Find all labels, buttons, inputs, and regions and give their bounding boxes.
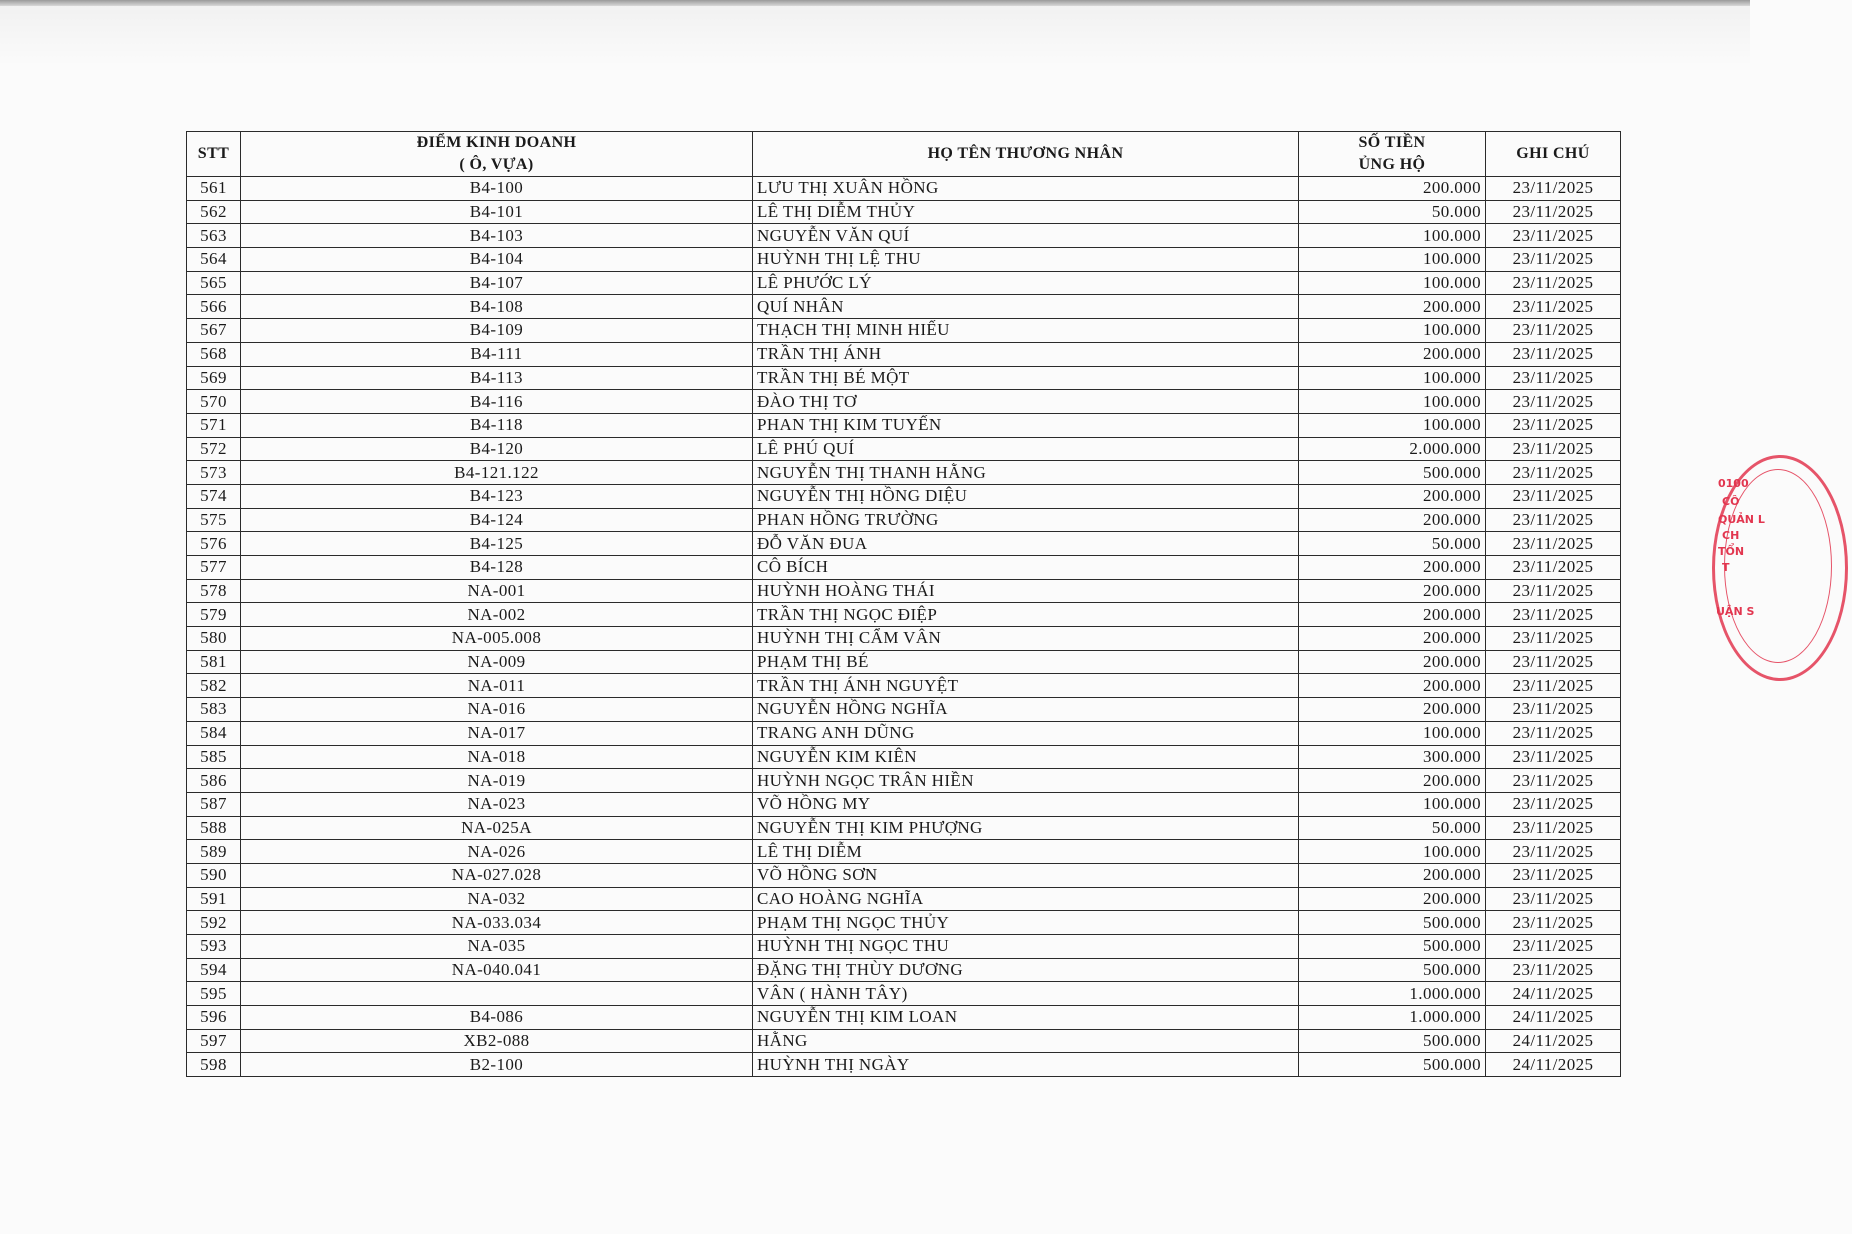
row-amount: 100.000 (1299, 840, 1486, 864)
row-shop-code: NA-019 (241, 769, 753, 793)
row-amount: 1.000.000 (1299, 982, 1486, 1006)
table-row (187, 627, 1621, 651)
header-amount-line1: SỐ TIỀN (1358, 134, 1426, 151)
row-amount: 300.000 (1299, 745, 1486, 769)
row-amount: 100.000 (1299, 319, 1486, 343)
row-shop-code: B4-107 (241, 271, 753, 295)
row-merchant-name: NGUYỄN THỊ KIM LOAN (753, 1006, 1299, 1030)
row-shop-code: B4-108 (241, 295, 753, 319)
row-note: 23/11/2025 (1486, 390, 1621, 414)
row-amount: 500.000 (1299, 1029, 1486, 1053)
table-row (187, 556, 1621, 580)
row-amount: 200.000 (1299, 342, 1486, 366)
row-stt: 587 (187, 792, 241, 816)
row-amount: 200.000 (1299, 603, 1486, 627)
row-note: 23/11/2025 (1486, 366, 1621, 390)
row-note: 23/11/2025 (1486, 863, 1621, 887)
row-amount: 500.000 (1299, 1053, 1486, 1077)
row-amount: 200.000 (1299, 674, 1486, 698)
table-row (187, 342, 1621, 366)
row-merchant-name: HUỲNH THỊ CẨM VÂN (753, 627, 1299, 651)
row-note: 24/11/2025 (1486, 1029, 1621, 1053)
table-row (187, 248, 1621, 272)
row-shop-code: NA-027.028 (241, 863, 753, 887)
row-stt: 594 (187, 958, 241, 982)
row-stt: 590 (187, 863, 241, 887)
donation-table (186, 131, 1621, 1077)
row-note: 23/11/2025 (1486, 271, 1621, 295)
row-stt: 597 (187, 1029, 241, 1053)
row-shop-code: NA-040.041 (241, 958, 753, 982)
row-merchant-name: LÊ THỊ DIỄM (753, 840, 1299, 864)
row-shop-code: NA-023 (241, 792, 753, 816)
table-row (187, 224, 1621, 248)
table-row (187, 177, 1621, 201)
row-note: 23/11/2025 (1486, 556, 1621, 580)
row-amount: 500.000 (1299, 911, 1486, 935)
row-shop-code: B4-103 (241, 224, 753, 248)
row-note: 23/11/2025 (1486, 579, 1621, 603)
row-note: 23/11/2025 (1486, 792, 1621, 816)
row-stt: 571 (187, 413, 241, 437)
row-amount: 200.000 (1299, 698, 1486, 722)
row-stt: 582 (187, 674, 241, 698)
row-stt: 595 (187, 982, 241, 1006)
row-stt: 575 (187, 508, 241, 532)
row-stt: 586 (187, 769, 241, 793)
row-merchant-name: PHAN HỒNG TRƯỜNG (753, 508, 1299, 532)
row-note: 23/11/2025 (1486, 911, 1621, 935)
header-name (753, 132, 1299, 177)
row-shop-code: B4-113 (241, 366, 753, 390)
row-merchant-name: ĐÀO THỊ TƠ (753, 390, 1299, 414)
row-amount: 100.000 (1299, 366, 1486, 390)
table-row (187, 295, 1621, 319)
row-merchant-name: NGUYỄN VĂN QUÍ (753, 224, 1299, 248)
row-merchant-name: TRẦN THỊ NGỌC ĐIỆP (753, 603, 1299, 627)
header-stt (187, 132, 241, 177)
row-merchant-name: NGUYỄN HỒNG NGHĨA (753, 698, 1299, 722)
row-amount: 50.000 (1299, 532, 1486, 556)
row-note: 23/11/2025 (1486, 532, 1621, 556)
row-shop-code: NA-017 (241, 721, 753, 745)
row-shop-code: NA-035 (241, 935, 753, 959)
row-merchant-name: QUÍ NHÂN (753, 295, 1299, 319)
table-row (187, 461, 1621, 485)
row-shop-code: NA-011 (241, 674, 753, 698)
row-note: 24/11/2025 (1486, 1053, 1621, 1077)
row-amount: 500.000 (1299, 958, 1486, 982)
row-merchant-name: HUỲNH THỊ NGỌC THU (753, 935, 1299, 959)
table-row (187, 982, 1621, 1006)
row-stt: 593 (187, 935, 241, 959)
row-merchant-name: HUỲNH THỊ NGÀY (753, 1053, 1299, 1077)
row-merchant-name: LÊ THỊ DIỄM THỦY (753, 200, 1299, 224)
row-note: 23/11/2025 (1486, 627, 1621, 651)
header-shop-line2: ( Ô, VỰA) (459, 156, 534, 173)
table-row (187, 437, 1621, 461)
row-note: 23/11/2025 (1486, 769, 1621, 793)
row-shop-code: NA-033.034 (241, 911, 753, 935)
row-shop-code: B4-101 (241, 200, 753, 224)
row-note: 23/11/2025 (1486, 319, 1621, 343)
row-merchant-name: TRẦN THỊ ÁNH (753, 342, 1299, 366)
row-amount: 200.000 (1299, 556, 1486, 580)
row-merchant-name: NGUYỄN THỊ THANH HẰNG (753, 461, 1299, 485)
table-row (187, 745, 1621, 769)
row-merchant-name: CAO HOÀNG NGHĨA (753, 887, 1299, 911)
table-row (187, 1053, 1621, 1077)
row-stt: 566 (187, 295, 241, 319)
row-merchant-name: LƯU THỊ XUÂN HỒNG (753, 177, 1299, 201)
row-merchant-name: PHAN THỊ KIM TUYẾN (753, 413, 1299, 437)
row-shop-code (241, 982, 753, 1006)
row-shop-code: B4-116 (241, 390, 753, 414)
row-note: 23/11/2025 (1486, 177, 1621, 201)
row-merchant-name: ĐỖ VĂN ĐUA (753, 532, 1299, 556)
row-shop-code: NA-001 (241, 579, 753, 603)
table-row (187, 721, 1621, 745)
row-merchant-name: VÂN ( HÀNH TÂY) (753, 982, 1299, 1006)
row-stt: 565 (187, 271, 241, 295)
row-shop-code: NA-025A (241, 816, 753, 840)
row-note: 23/11/2025 (1486, 248, 1621, 272)
table-row (187, 887, 1621, 911)
row-stt: 592 (187, 911, 241, 935)
row-merchant-name: PHẠM THỊ BÉ (753, 650, 1299, 674)
row-amount: 200.000 (1299, 295, 1486, 319)
row-merchant-name: NGUYỄN THỊ HỒNG DIỆU (753, 484, 1299, 508)
table-row (187, 863, 1621, 887)
row-stt: 574 (187, 484, 241, 508)
row-shop-code: XB2-088 (241, 1029, 753, 1053)
scan-shadow (0, 6, 1750, 66)
row-stt: 583 (187, 698, 241, 722)
row-stt: 561 (187, 177, 241, 201)
row-shop-code: NA-005.008 (241, 627, 753, 651)
table-row (187, 413, 1621, 437)
row-shop-code: B4-121.122 (241, 461, 753, 485)
table-row (187, 1029, 1621, 1053)
row-stt: 584 (187, 721, 241, 745)
table-header (187, 132, 1621, 177)
row-stt: 578 (187, 579, 241, 603)
row-merchant-name: NGUYỄN THỊ KIM PHƯỢNG (753, 816, 1299, 840)
row-merchant-name: TRANG ANH DŨNG (753, 721, 1299, 745)
row-amount: 100.000 (1299, 413, 1486, 437)
seal-text-fragment: QUẢN L (1718, 513, 1765, 526)
row-note: 23/11/2025 (1486, 935, 1621, 959)
table-row (187, 366, 1621, 390)
header-name-label: HỌ TÊN THƯƠNG NHÂN (927, 145, 1124, 162)
row-amount: 200.000 (1299, 863, 1486, 887)
table-row (187, 674, 1621, 698)
row-stt: 567 (187, 319, 241, 343)
row-note: 24/11/2025 (1486, 982, 1621, 1006)
row-note: 23/11/2025 (1486, 840, 1621, 864)
row-amount: 200.000 (1299, 579, 1486, 603)
row-amount: 1.000.000 (1299, 1006, 1486, 1030)
row-amount: 200.000 (1299, 769, 1486, 793)
row-note: 23/11/2025 (1486, 698, 1621, 722)
row-merchant-name: LÊ PHÚ QUÍ (753, 437, 1299, 461)
row-shop-code: NA-032 (241, 887, 753, 911)
row-shop-code: B4-100 (241, 177, 753, 201)
row-stt: 598 (187, 1053, 241, 1077)
table-row (187, 958, 1621, 982)
seal-text-fragment: T (1722, 561, 1730, 574)
row-stt: 580 (187, 627, 241, 651)
table-row (187, 271, 1621, 295)
row-note: 23/11/2025 (1486, 484, 1621, 508)
seal-text-fragment: 0100 (1718, 477, 1749, 490)
header-shop-line1: ĐIỂM KINH DOANH (416, 134, 577, 151)
row-shop-code: B4-123 (241, 484, 753, 508)
row-note: 23/11/2025 (1486, 721, 1621, 745)
row-stt: 596 (187, 1006, 241, 1030)
table-row (187, 935, 1621, 959)
row-shop-code: B4-120 (241, 437, 753, 461)
table-row (187, 650, 1621, 674)
row-amount: 500.000 (1299, 935, 1486, 959)
row-note: 23/11/2025 (1486, 461, 1621, 485)
row-shop-code: NA-009 (241, 650, 753, 674)
row-shop-code: B4-086 (241, 1006, 753, 1030)
row-note: 23/11/2025 (1486, 745, 1621, 769)
row-stt: 581 (187, 650, 241, 674)
header-note (1486, 132, 1621, 177)
header-shop (241, 132, 753, 177)
table-row (187, 816, 1621, 840)
table-row (187, 579, 1621, 603)
row-amount: 200.000 (1299, 887, 1486, 911)
row-merchant-name: THẠCH THỊ MINH HIẾU (753, 319, 1299, 343)
row-amount: 200.000 (1299, 484, 1486, 508)
row-stt: 579 (187, 603, 241, 627)
row-merchant-name: ĐẶNG THỊ THÙY DƯƠNG (753, 958, 1299, 982)
row-amount: 100.000 (1299, 792, 1486, 816)
row-amount: 200.000 (1299, 177, 1486, 201)
table-row (187, 1006, 1621, 1030)
row-amount: 100.000 (1299, 271, 1486, 295)
row-note: 23/11/2025 (1486, 958, 1621, 982)
header-note-label: GHI CHÚ (1516, 145, 1590, 162)
row-shop-code: NA-026 (241, 840, 753, 864)
row-stt: 585 (187, 745, 241, 769)
row-note: 23/11/2025 (1486, 816, 1621, 840)
row-note: 23/11/2025 (1486, 674, 1621, 698)
row-stt: 573 (187, 461, 241, 485)
seal-text-fragment: TỔN (1718, 545, 1745, 558)
table-row (187, 698, 1621, 722)
row-merchant-name: VÕ HỒNG SƠN (753, 863, 1299, 887)
row-amount: 100.000 (1299, 721, 1486, 745)
table-row (187, 603, 1621, 627)
row-amount: 200.000 (1299, 650, 1486, 674)
row-note: 23/11/2025 (1486, 200, 1621, 224)
row-note: 23/11/2025 (1486, 295, 1621, 319)
row-note: 23/11/2025 (1486, 508, 1621, 532)
row-note: 23/11/2025 (1486, 603, 1621, 627)
row-merchant-name: HUỲNH HOÀNG THÁI (753, 579, 1299, 603)
row-amount: 50.000 (1299, 200, 1486, 224)
row-shop-code: B4-111 (241, 342, 753, 366)
row-shop-code: B4-128 (241, 556, 753, 580)
row-stt: 569 (187, 366, 241, 390)
row-amount: 200.000 (1299, 627, 1486, 651)
row-merchant-name: VÕ HỒNG MY (753, 792, 1299, 816)
row-merchant-name: HUỲNH THỊ LỆ THU (753, 248, 1299, 272)
table-row (187, 200, 1621, 224)
row-stt: 564 (187, 248, 241, 272)
table-row (187, 840, 1621, 864)
seal-text-fragment: CÔ (1722, 495, 1740, 508)
row-stt: 576 (187, 532, 241, 556)
row-note: 23/11/2025 (1486, 887, 1621, 911)
table-row (187, 319, 1621, 343)
row-stt: 577 (187, 556, 241, 580)
row-amount: 100.000 (1299, 390, 1486, 414)
row-shop-code: B4-125 (241, 532, 753, 556)
table-row (187, 390, 1621, 414)
row-shop-code: B4-124 (241, 508, 753, 532)
header-amount-line2: ỦNG HỘ (1358, 156, 1426, 173)
row-merchant-name: HUỲNH NGỌC TRÂN HIỀN (753, 769, 1299, 793)
row-stt: 591 (187, 887, 241, 911)
row-stt: 572 (187, 437, 241, 461)
row-merchant-name: LÊ PHƯỚC LÝ (753, 271, 1299, 295)
row-shop-code: B2-100 (241, 1053, 753, 1077)
row-shop-code: B4-104 (241, 248, 753, 272)
row-amount: 100.000 (1299, 224, 1486, 248)
row-shop-code: NA-002 (241, 603, 753, 627)
row-stt: 589 (187, 840, 241, 864)
row-shop-code: NA-016 (241, 698, 753, 722)
row-merchant-name: TRẦN THỊ BÉ MỘT (753, 366, 1299, 390)
row-amount: 500.000 (1299, 461, 1486, 485)
row-amount: 200.000 (1299, 508, 1486, 532)
table-body (187, 177, 1621, 1077)
table-row (187, 911, 1621, 935)
table-row (187, 484, 1621, 508)
row-amount: 50.000 (1299, 816, 1486, 840)
row-note: 23/11/2025 (1486, 413, 1621, 437)
row-note: 24/11/2025 (1486, 1006, 1621, 1030)
row-note: 23/11/2025 (1486, 437, 1621, 461)
table-row (187, 508, 1621, 532)
row-note: 23/11/2025 (1486, 224, 1621, 248)
seal-text-fragment: CH (1722, 529, 1740, 542)
row-merchant-name: PHẠM THỊ NGỌC THỦY (753, 911, 1299, 935)
row-stt: 568 (187, 342, 241, 366)
row-shop-code: B4-118 (241, 413, 753, 437)
seal-text-fragment: UẬN S (1716, 605, 1755, 618)
header-amount (1299, 132, 1486, 177)
row-amount: 2.000.000 (1299, 437, 1486, 461)
row-note: 23/11/2025 (1486, 342, 1621, 366)
table-row (187, 769, 1621, 793)
table-row (187, 532, 1621, 556)
row-stt: 588 (187, 816, 241, 840)
row-shop-code: NA-018 (241, 745, 753, 769)
row-note: 23/11/2025 (1486, 650, 1621, 674)
red-seal-stamp (1712, 455, 1852, 685)
row-merchant-name: NGUYỄN KIM KIÊN (753, 745, 1299, 769)
row-merchant-name: TRẦN THỊ ÁNH NGUYỆT (753, 674, 1299, 698)
row-stt: 562 (187, 200, 241, 224)
row-merchant-name: CÔ BÍCH (753, 556, 1299, 580)
row-merchant-name: HẰNG (753, 1029, 1299, 1053)
row-stt: 563 (187, 224, 241, 248)
row-shop-code: B4-109 (241, 319, 753, 343)
row-amount: 100.000 (1299, 248, 1486, 272)
row-stt: 570 (187, 390, 241, 414)
table-row (187, 792, 1621, 816)
seal-inner-ring (1724, 469, 1832, 663)
header-stt-label: STT (197, 145, 230, 162)
